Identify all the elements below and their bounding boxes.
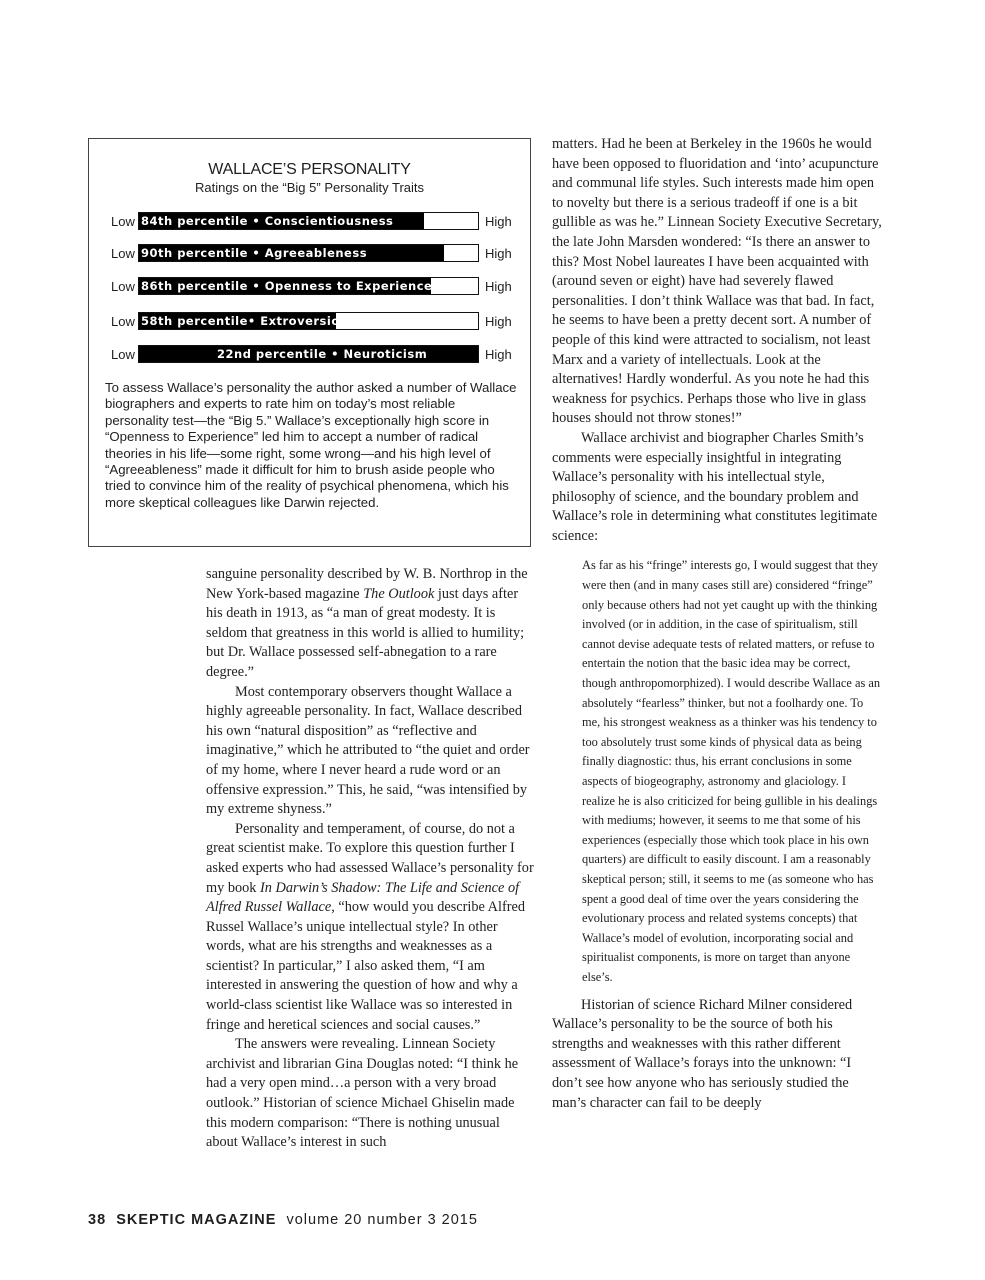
trait-label: 86th percentile • Openness to Experience (141, 279, 433, 293)
paragraph: Most contemporary observers thought Wallace a highly agreeable personality. In fact, Wallace described his own “natural disposition” as “reflective and imaginative,” which he attributed to “the quiet and order of my home, where I never heard a rude word or an offensive expression.” This, he said, “was intensified by my extreme shyness.” (206, 683, 530, 818)
left-column (206, 565, 534, 1153)
trait-label: 84th percentile • Conscientiousness (141, 214, 394, 228)
paragraph: Wallace archivist and biographer Charles Smith’s comments were especially insightful in integrating Wallace’s personality with his intellectual style, philosophy of science, and the boundary problem and Wallace’s role in determining what constitutes legitimate science: (552, 429, 878, 544)
figure-subtitle: Ratings on the “Big 5” Personality Traits (194, 180, 425, 195)
trait-label: 90th percentile • Agreeableness (141, 246, 368, 260)
paragraph: Historian of science Richard Milner considered Wallace’s personality to be the source of both his strengths and weaknesses with this rather different assessment of Wallace’s forays into the unknown: “I don’t see how anyone who has seriously studied the man’s character can fail to be deeply (552, 996, 853, 1111)
text-run: sanguine personality described by W. B. Northrop in the New York-based magazine (206, 566, 528, 602)
figure-title: WALLACE’S PERSONALITY (208, 161, 411, 178)
trait-high-label: High (485, 347, 512, 362)
paragraph: matters. Had he been at Berkeley in the 1960s he would have been opposed to fluoridation and ‘into’ acupuncture and communal life styles. Such interests made him open to novelty but there is a serious tradeoff if one is a bit gullible as was he.” Linnean Society Executive Secretary, the late John Marsden wondered: “Is there an answer to this? Most Nobel laureates I have been acquainted with (around seven or eight) have had severely flawed personalities. I don’t think Wallace was that bad. In fact, he seems to have been a pretty decent sort. A number of people of this kind were attracted to socialism, not least Marx and a variety of intellectuals. Look at the alternatives! Hardly wonderful. As you note he had this weakness for psychics. Perhaps those who live in glass houses should not throw stones!” (552, 136, 882, 427)
trait-low-label: Low (111, 279, 135, 294)
trait-label: 58th percentile• Extroversion (141, 314, 349, 328)
trait-row-conscientiousness (89, 212, 530, 232)
trait-bar (138, 212, 479, 230)
trait-high-label: High (485, 314, 512, 329)
paragraph (206, 565, 534, 683)
trait-bar (138, 277, 479, 295)
right-column (552, 135, 882, 1113)
text-run: “how would you describe Alfred Russel Wallace’s unique intellectual style? In other words, what are his strengths and weaknesses as a scientist? In particular,” I also asked them, “I am interested in answering the question of how and why a world-class scientist like Wallace was so interested in fringe and heretical sciences and social causes.” (206, 899, 525, 1033)
trait-low-label: Low (111, 214, 135, 229)
trait-bar (138, 244, 479, 262)
issue-info: volume 20 number 3 2015 (286, 1212, 478, 1228)
paragraph: The answers were revealing. Linnean Society archivist and librarian Gina Douglas noted: “I think he had a very open mind…a person with a very broad outlook.” Historian of science Michael Ghiselin made this modern comparison: “There is nothing unusual about Wallace’s interest in such (206, 1036, 519, 1151)
personality-figure (88, 138, 531, 547)
trait-low-label: Low (111, 347, 135, 362)
block-quote: As far as his “fringe” interests go, I would suggest that they were then (and in many cases still are) considered “fringe” only because others had not yet caught up with the thinking involved (or in addition, in the case of spiritualism, still cannot devise adequate tests of related matters, or refuse to entertain the notion that the basic idea may be correct, though anthropomorphized). I would describe Wallace as an absolutely “fearless” thinker, but not a foolhardy one. To me, his strongest weakness as a thinker was his tendency to too absolutely trust some kinds of physical data as being finally diagnostic: thus, his errant conclusions in some aspects of biogeography, astronomy and glaciology. I realize he is also criticized for being gullible in his dealings with mediums; however, it seems to me that some of his experiences (especially those which took place in his own quarters) are difficult to easily discount. I am a reasonably skeptical person; still, it seems to me (as someone who has spent a good deal of time over the years considering the evolutionary process and related systems concepts) that Wallace’s model of evolution, incorporating social and spiritualist components, is more on target than anyone else’s. (582, 558, 881, 984)
page-footer (88, 1212, 478, 1228)
page-number: 38 (88, 1212, 107, 1228)
trait-row-openness (89, 277, 530, 297)
trait-row-extroversion (89, 312, 530, 332)
trait-low-label: Low (111, 314, 135, 329)
trait-bar (138, 345, 479, 363)
trait-low-label: Low (111, 246, 135, 261)
trait-row-agreeableness (89, 244, 530, 264)
text-run: just days after his death in 1913, as “a man of great modesty. It is seldom that greatness in this world is allied to humility; but Dr. Wallace possessed self-abnegation to a rare degree.” (206, 585, 525, 680)
trait-high-label: High (485, 279, 512, 294)
italic-title: The Outlook (363, 585, 435, 602)
figure-caption: To assess Wallace’s personality the author asked a number of Wallace biographers and experts to rate him on today’s most reliable personality test—the “Big 5.” Wallace’s exceptionally high score in “Openness to Experience” led him to accept a number of radical theories in his life—some right, some wrong—and his high level of “Agreeableness” made it difficult for him to brush aside people who tried to convince him of the reality of psychical phenomena, which his more skeptical colleagues like Darwin rejected. (105, 380, 517, 510)
trait-high-label: High (485, 214, 512, 229)
trait-bar (138, 312, 479, 330)
trait-high-label: High (485, 246, 512, 261)
paragraph (206, 820, 534, 1036)
magazine-name: SKEPTIC MAGAZINE (116, 1212, 277, 1228)
italic-title: In Darwin’s Shadow: The Life and Science of Alfred Russel Wallace, (206, 879, 520, 916)
text-run: Personality and temperament, of course, do not a great scientist make. To explore this question further I asked experts who had assessed Wallace’s personality for my book (206, 820, 534, 896)
trait-label: 22nd percentile • Neuroticism (217, 347, 428, 361)
trait-row-neuroticism (89, 345, 530, 365)
